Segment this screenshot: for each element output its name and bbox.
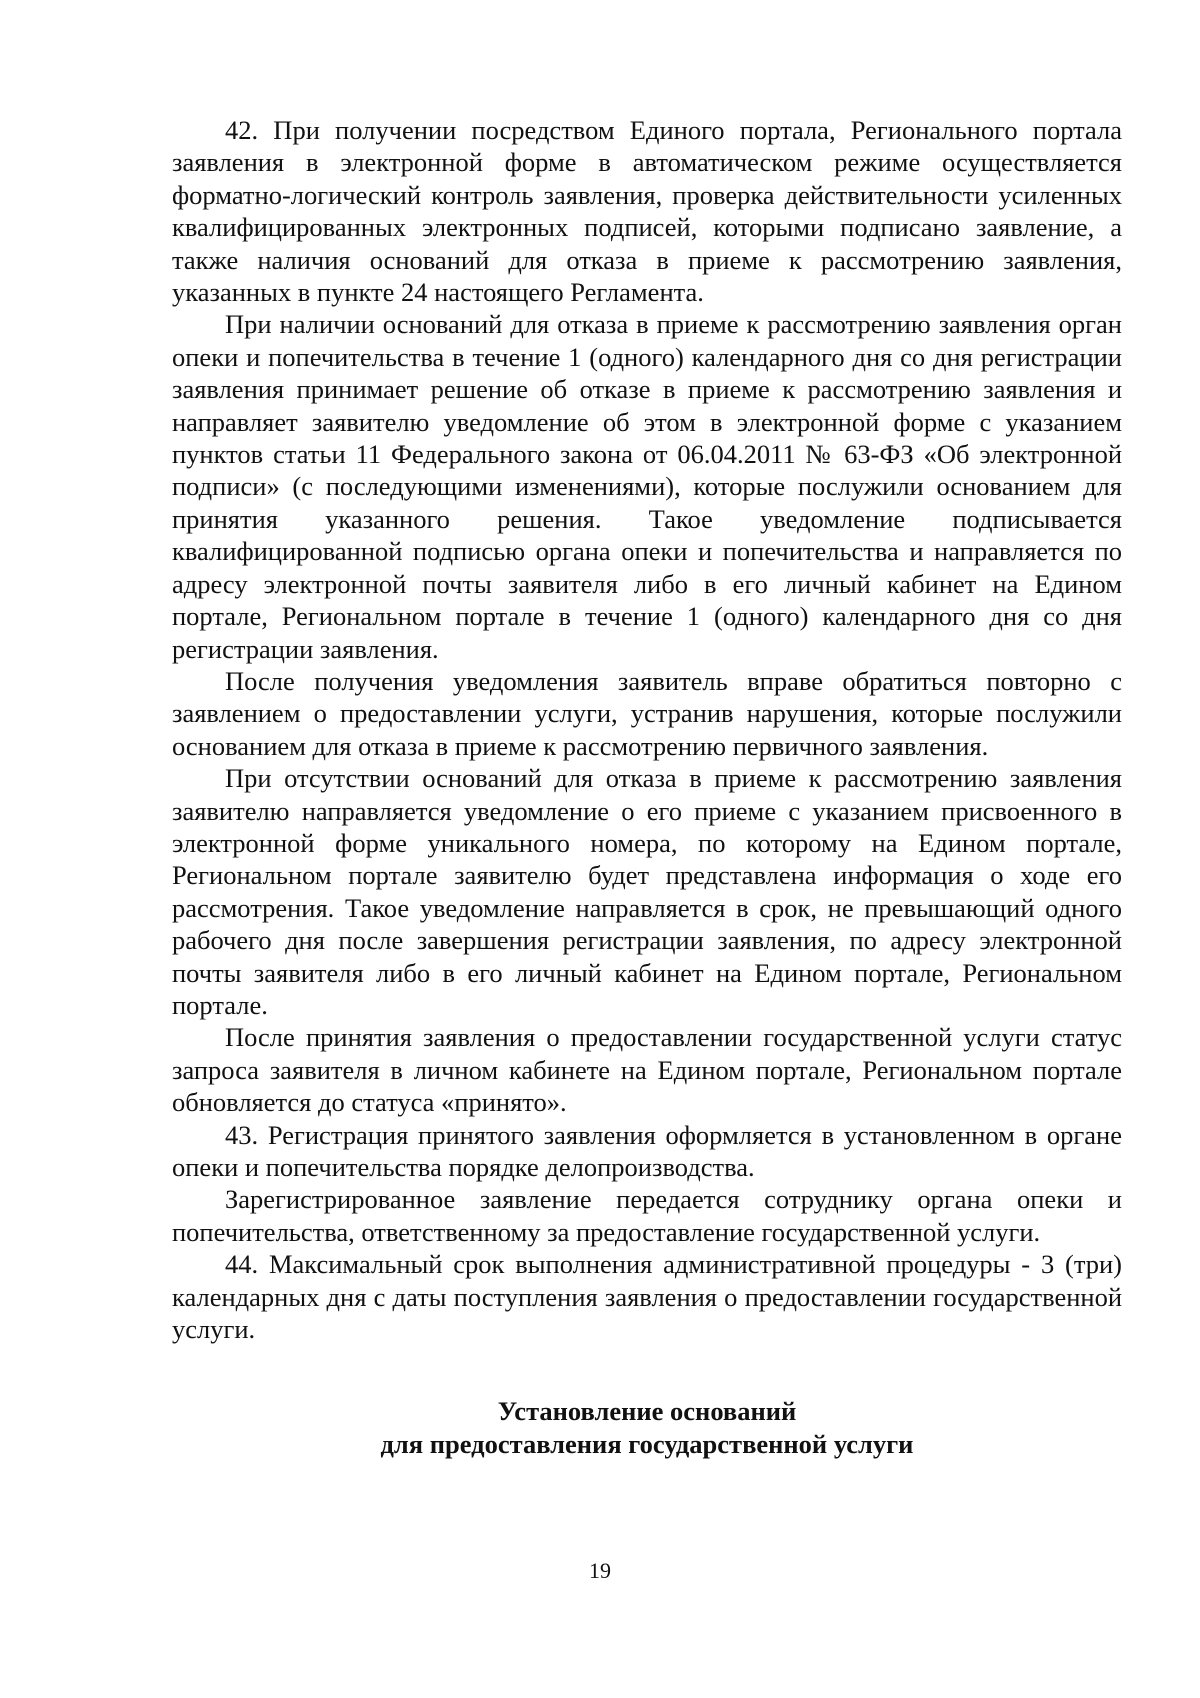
page-number: 19 [589, 1558, 611, 1583]
section-heading-line-1: Установление оснований [497, 1396, 797, 1427]
paragraph-status-update: После принятия заявления о предоставлении государственной услуги статус запроса заявителя в личном кабинете на Едином портале, Региональном портале обновляется до статуса «принято». [172, 1022, 1122, 1118]
paragraph-refusal-grounds: При наличии оснований для отказа в приеме к рассмотрению заявления орган опеки и попечительства в течение 1 (одного) календарного дня со дня регистрации заявления принимает решение об отказе в приеме к рассмотрению заявления и направляет заявителю уведомление об этом в электронной форме с указанием пунктов статьи 11 Федерального закона от 06.04.2011 № 63-ФЗ «Об электронной подписи» (с последующими изменениями), которые послужили основанием для принятия указанного решения. Такое уведомление подписывается квалифицированной подписью органа опеки и попечительства и направляется по адресу электронной почты заявителя либо в его личный кабинет на Едином портале, Региональном портале в течение 1 (одного) календарного дня со дня регистрации заявления. [172, 309, 1122, 664]
section-heading [172, 1395, 1122, 1460]
paragraph-43: 43. Регистрация принятого заявления оформляется в установленном в органе опеки и попечительства порядке делопроизводства. [172, 1119, 1122, 1182]
paragraph-no-refusal-grounds: При отсутствии оснований для отказа в приеме к рассмотрению заявления заявителю направляется уведомление о его приеме с указанием присвоенного в электронной форме уникального номера, по которому на Едином портале, Региональном портале заявителю будет представлена информация о ходе его рассмотрения. Такое уведомление направляется в срок, не превышающий одного рабочего дня после завершения регистрации заявления, по адресу электронной почты заявителя либо в его личный кабинет на Едином портале, Региональном портале. [172, 763, 1122, 1020]
paragraph-registered-application: Зарегистрированное заявление передается сотруднику органа опеки и попечительства, ответственному за предоставление государственной услуги. [172, 1184, 1122, 1247]
paragraph-42: 42. При получении посредством Единого портала, Регионального портала заявления в электронной форме в автоматическом режиме осуществляется форматно-логический контроль заявления, проверка действительности усиленных квалифицированных электронных подписей, которыми подписано заявление, а также наличия оснований для отказа в приеме к рассмотрению заявления, указанных в пункте 24 настоящего Регламента. [172, 115, 1122, 308]
paragraph-repeat-application: После получения уведомления заявитель вправе обратиться повторно с заявлением о предоставлении услуги, устранив нарушения, которые послужили основанием для отказа в приеме к рассмотрению первичного заявления. [172, 665, 1122, 761]
section-heading-line-2: для предоставления государственной услуги [380, 1428, 914, 1459]
paragraph-44: 44. Максимальный срок выполнения административной процедуры - 3 (три) календарных дня с даты поступления заявления о предоставлении государственной услуги. [172, 1249, 1122, 1345]
document-body [172, 114, 1122, 1460]
